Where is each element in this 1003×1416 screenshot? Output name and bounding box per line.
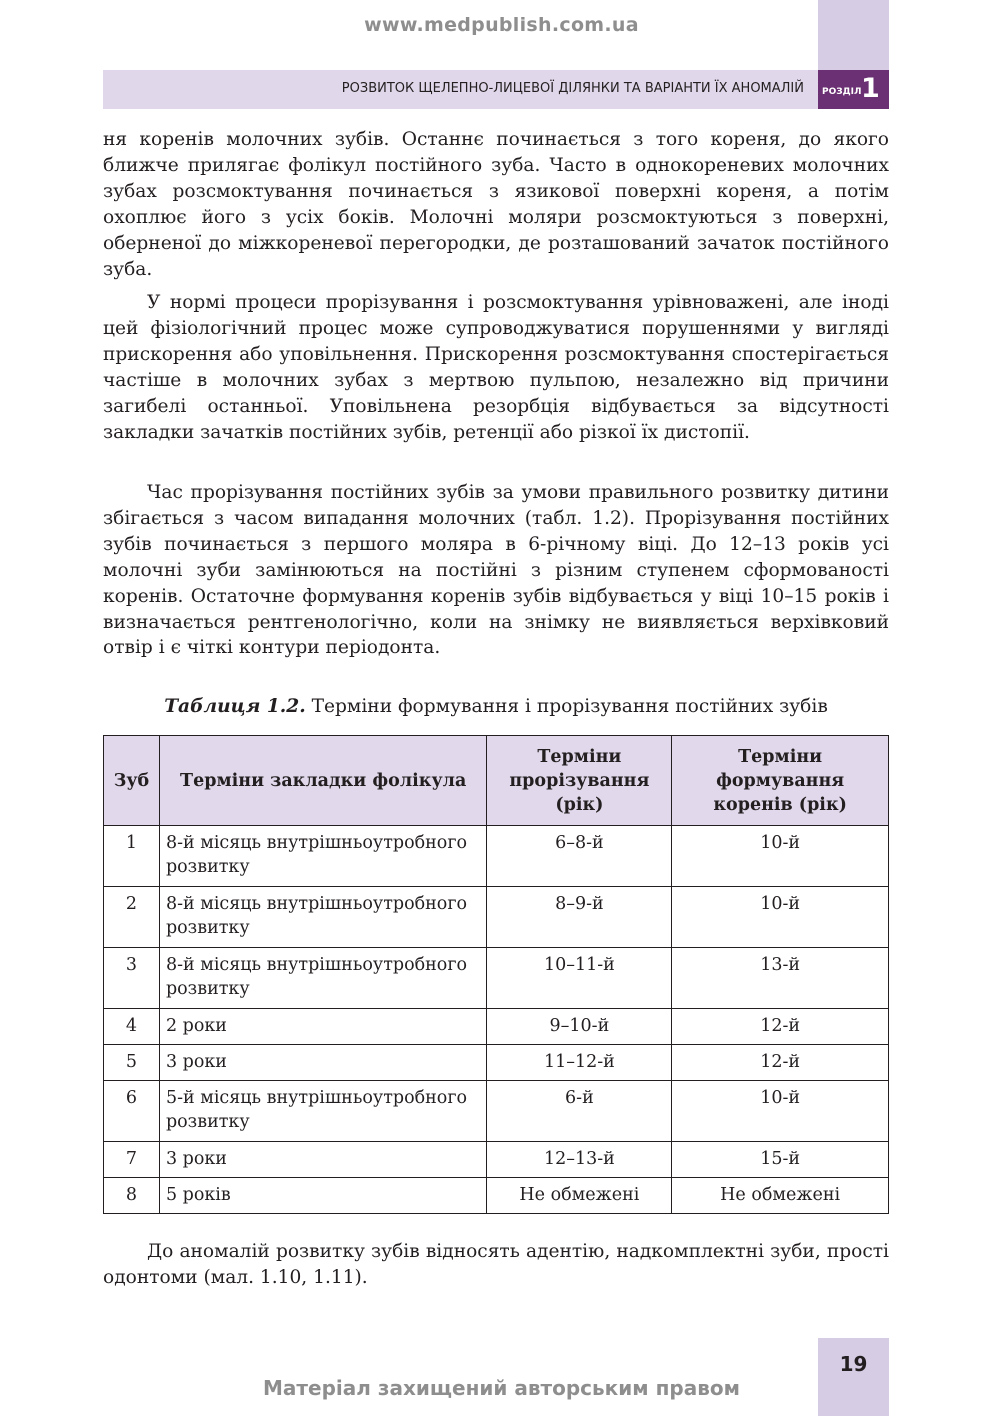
cell-roots: 15-й xyxy=(672,1142,889,1178)
table-header-row xyxy=(104,736,889,826)
cell-follicle: 3 роки xyxy=(159,1142,487,1178)
cell-roots: Не обмежені xyxy=(672,1178,889,1214)
table-row xyxy=(104,887,889,948)
table-row xyxy=(104,948,889,1009)
cell-follicle: 2 роки xyxy=(159,1009,487,1045)
watermark-top: www.medpublish.com.ua xyxy=(364,14,639,36)
paragraph-eruption: Час прорізування постійних зубів за умови правильного розвитку дитини збігається з часом випадання молочних (табл. 1.2). Прорізування постійних зубів починається з першого моляра в 6-річному віці. До 12–13 років усі молочні зуби замінюються на постійні з різним ступенем сформованості коренів. Остаточне формування коренів зубів відбувається у віці 10–15 років і визначається рентгенологічно, коли на знімку не виявляється верхівковий отвір і є чіткі контури періодонта. xyxy=(103,482,889,659)
running-title: РОЗВИТОК ЩЕЛЕПНО-ЛИЦЕВОЇ ДІЛЯНКИ ТА ВАРІАНТИ ЇХ АНОМАЛІЙ xyxy=(341,81,804,96)
header-tooth: Зуб xyxy=(104,736,160,826)
table-caption-text: Терміни формування і прорізування постійних зубів xyxy=(305,696,828,717)
cell-eruption: 11–12-й xyxy=(487,1045,672,1081)
table-caption-label: Таблиця 1.2. xyxy=(164,696,306,717)
cell-tooth: 1 xyxy=(104,826,160,887)
paragraph-resorption: У нормі процеси прорізування і розсмоктування урівноважені, але іноді цей фізіологічний процес може супроводжуватися порушеннями у вигляді прискорення або уповільнення. Прискорення розсмоктування спостерігається частіше в молочних зубах з мертвою пульпою, незалежно від причини загибелі останньої. Уповільнена резорбція відбувається за відсутності закладки зачатків постійних зубів, ретенції або різкої їх дистопії. xyxy=(103,292,889,443)
page-number: 19 xyxy=(839,1352,868,1376)
cell-follicle: 8-й місяць внутрішньоутробного розвитку xyxy=(159,887,487,948)
cell-eruption: 8–9-й xyxy=(487,887,672,948)
copyright-watermark: Матеріал захищений авторським правом xyxy=(263,1376,740,1400)
header-root-formation-timing: Терміни формування коренів (рік) xyxy=(672,736,889,826)
table-row xyxy=(104,1081,889,1142)
section-label: РОЗДІЛ xyxy=(822,87,862,97)
table-row xyxy=(104,1045,889,1081)
cell-eruption: Не обмежені xyxy=(487,1178,672,1214)
paragraph-continued: ня коренів молочних зубів. Останнє починається з того кореня, до якого ближче прилягає фолікул постійного зуба. Часто в однокореневих молочних зубах розсмоктування починається з язикової поверхні кореня, а потім охоплює його з усіх боків. Молочні моляри розсмоктуються з поверхні, оберненої до міжкореневої перегородки, де розташований зачаток постійного зуба. xyxy=(103,129,889,280)
cell-tooth: 7 xyxy=(104,1142,160,1178)
section-badge xyxy=(818,70,889,109)
cell-roots: 10-й xyxy=(672,1081,889,1142)
cell-eruption: 6–8-й xyxy=(487,826,672,887)
cell-follicle: 5 років xyxy=(159,1178,487,1214)
side-tab-decoration xyxy=(818,0,889,70)
cell-tooth: 4 xyxy=(104,1009,160,1045)
header-follicle-timing: Терміни закладки фолікула xyxy=(159,736,487,826)
table-row xyxy=(104,1178,889,1214)
cell-eruption: 10–11-й xyxy=(487,948,672,1009)
cell-tooth: 6 xyxy=(104,1081,160,1142)
paragraph-anomalies: До аномалій розвитку зубів відносять адентію, надкомплектні зуби, прості одонтоми (мал. 1.10, 1.11). xyxy=(103,1241,889,1288)
cell-tooth: 8 xyxy=(104,1178,160,1214)
cell-follicle: 8-й місяць внутрішньоутробного розвитку xyxy=(159,826,487,887)
table-row xyxy=(104,1142,889,1178)
cell-eruption: 12–13-й xyxy=(487,1142,672,1178)
cell-roots: 12-й xyxy=(672,1045,889,1081)
table-caption xyxy=(103,695,889,719)
teeth-timing-table xyxy=(103,735,889,1214)
cell-follicle: 3 роки xyxy=(159,1045,487,1081)
table-row xyxy=(104,1009,889,1045)
cell-eruption: 9–10-й xyxy=(487,1009,672,1045)
cell-roots: 12-й xyxy=(672,1009,889,1045)
section-number: 1 xyxy=(861,73,880,104)
cell-tooth: 2 xyxy=(104,887,160,948)
cell-follicle: 8-й місяць внутрішньоутробного розвитку xyxy=(159,948,487,1009)
cell-tooth: 5 xyxy=(104,1045,160,1081)
table-row xyxy=(104,826,889,887)
cell-roots: 10-й xyxy=(672,887,889,948)
cell-follicle: 5-й місяць внутрішньоутробного розвитку xyxy=(159,1081,487,1142)
cell-tooth: 3 xyxy=(104,948,160,1009)
header-eruption-timing: Терміни прорізування (рік) xyxy=(487,736,672,826)
cell-eruption: 6-й xyxy=(487,1081,672,1142)
running-header xyxy=(103,70,818,109)
cell-roots: 13-й xyxy=(672,948,889,1009)
cell-roots: 10-й xyxy=(672,826,889,887)
